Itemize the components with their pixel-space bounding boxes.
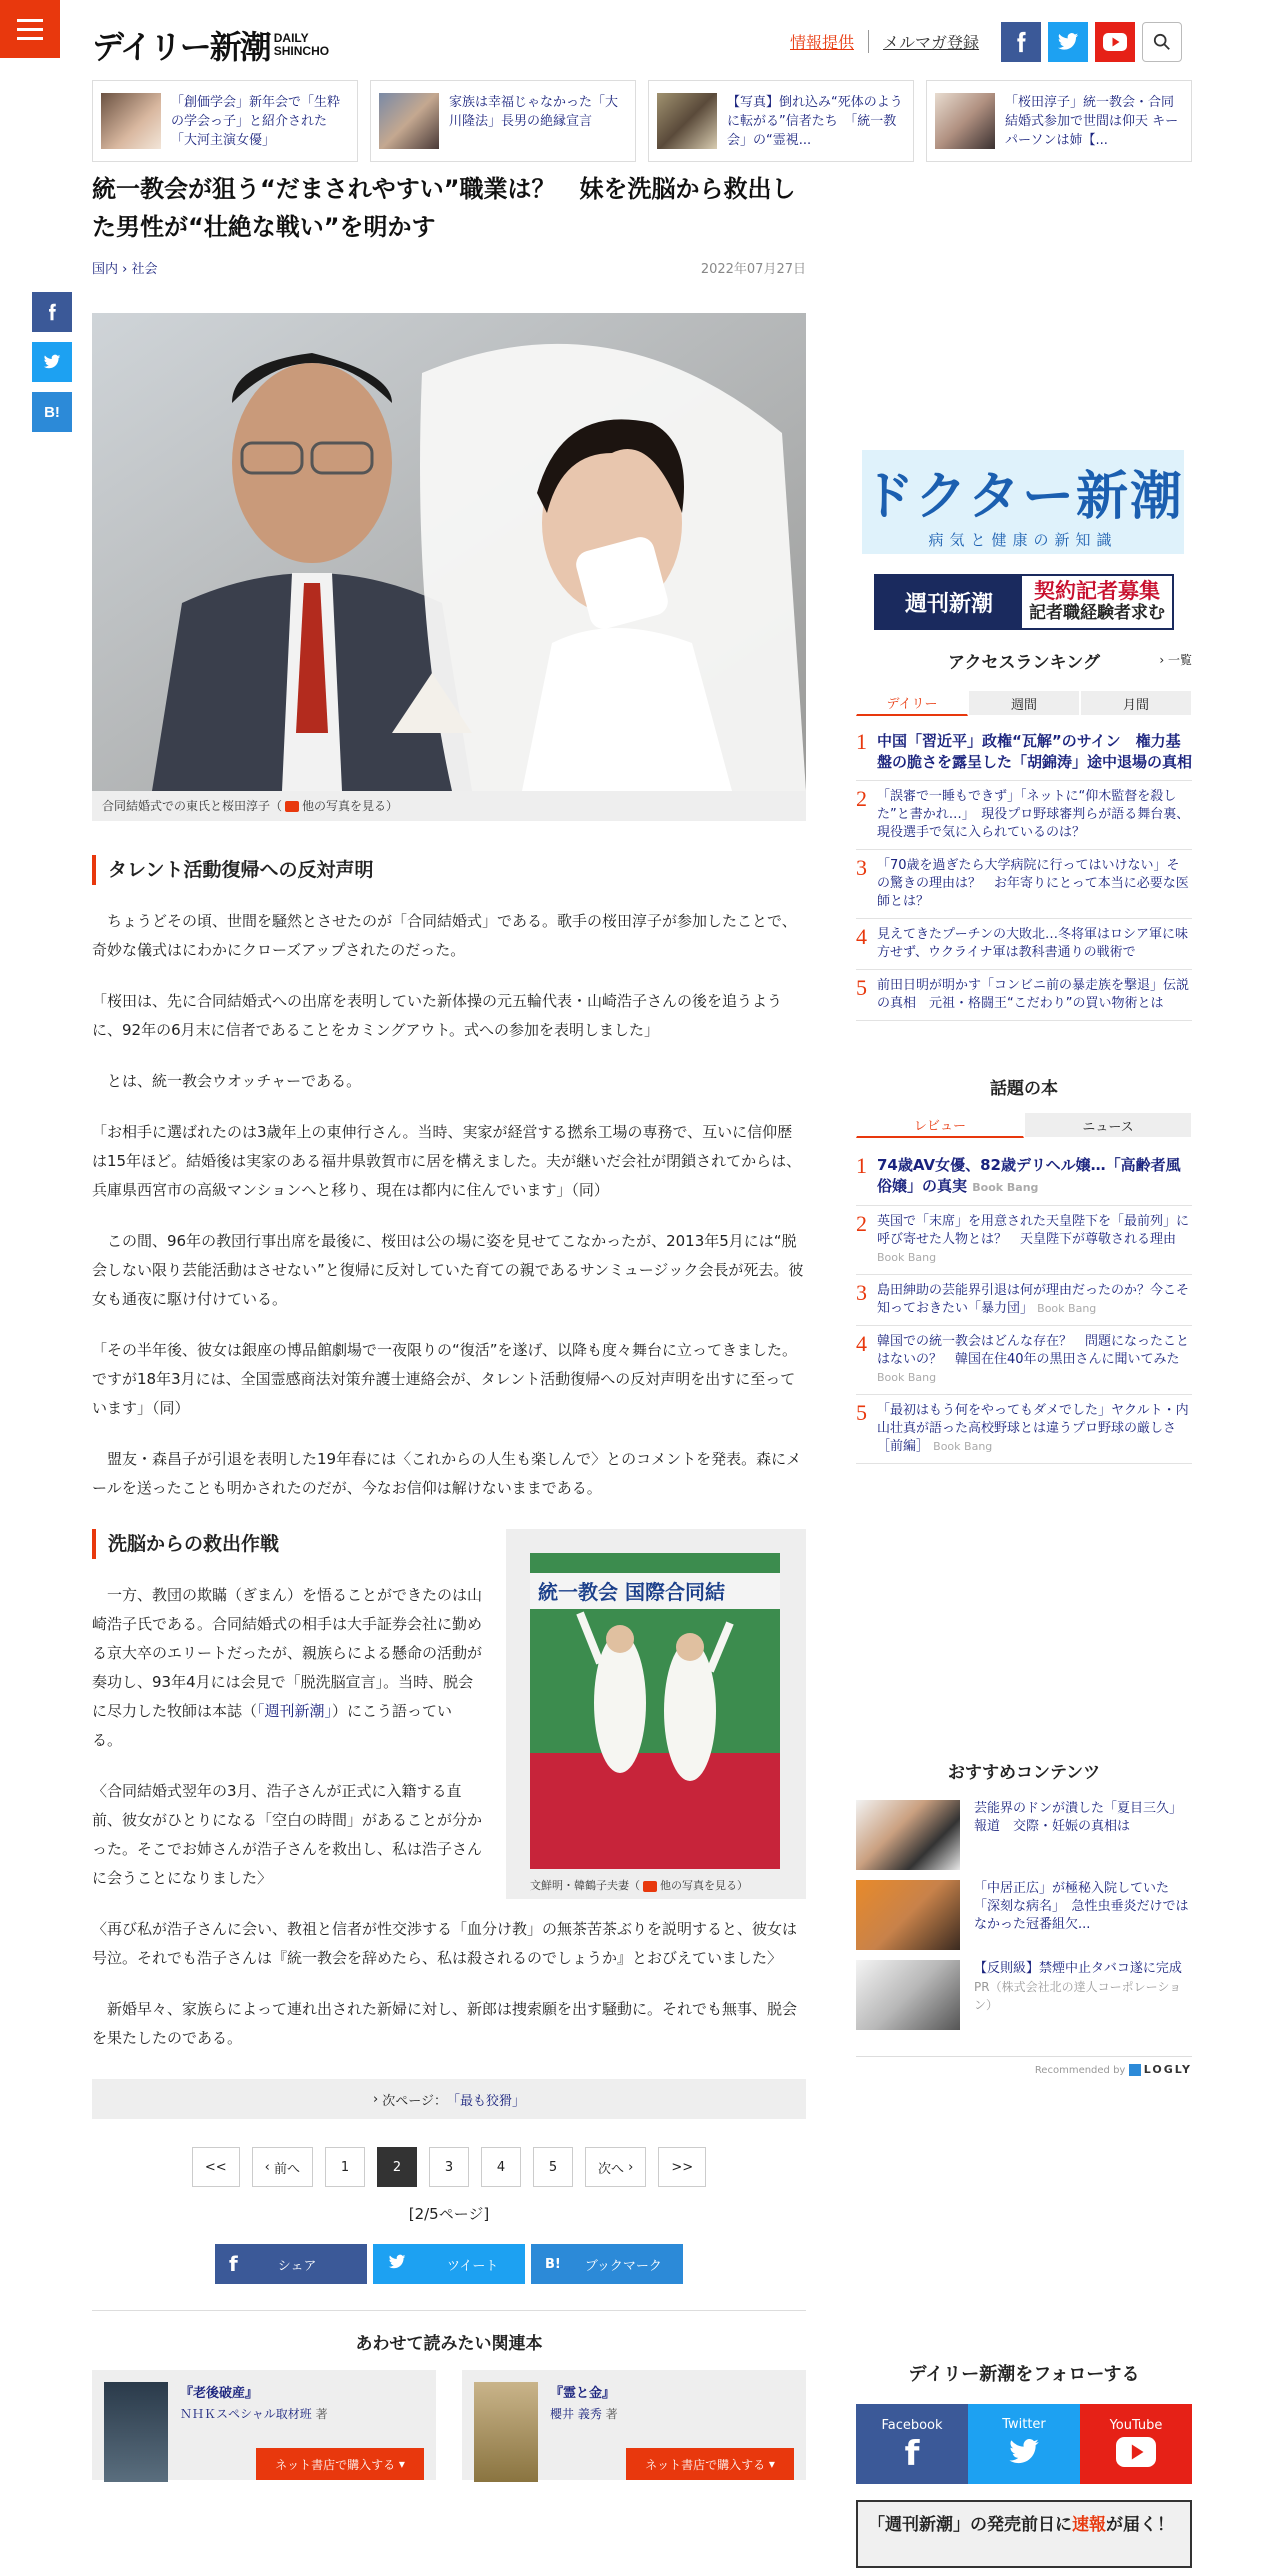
first-page-button[interactable]: <<	[192, 2147, 240, 2187]
paragraph: この間、96年の教団行事出席を最後に、桜田は公の場に姿を見せてこなかったが、2013年5月には“脱会しない限り芸能活動はさせない”と復帰に反対していた育ての親であるサンミュージック会長が死去。彼女も通夜に駆け付けている。	[92, 1232, 804, 1308]
news-thumbnail	[379, 93, 439, 149]
book-rank-item[interactable]: 3 島田紳助の芸能界引退は何が理由だったのか？今こそ知っておきたい「暴力団」 Book Bang	[856, 1275, 1192, 1326]
paragraph: 新婚早々、家族らによって連れ出された新婦に対し、新郎は捜索願を出す騒動に。それでも無事、脱会を果たしたのである。	[92, 2000, 798, 2047]
search-icon[interactable]	[1142, 22, 1182, 62]
chevron-right-icon: ›	[624, 2159, 634, 2175]
news-title: 家族は幸福じゃなかった「大川隆法」長男の絶縁宣言	[449, 94, 619, 129]
recommended-item[interactable]: 「中居正広」が極秘入院していた「深刻な病名」 急性虫垂炎だけではなかった冠番組欠...	[856, 1880, 1192, 1950]
banner-subtitle: 病気と健康の新知識	[928, 531, 1118, 549]
recommended-thumbnail	[856, 1880, 960, 1950]
inline-photo-caption: 文鮮明・韓鶴子夫妻（ 他の写真を見る）	[530, 1879, 748, 1892]
tab-weekly[interactable]: 週間	[968, 690, 1080, 716]
more-photos-link[interactable]: 他の写真を見る）	[660, 1879, 748, 1892]
banner-left: 週刊新潮	[876, 576, 1022, 628]
next-page-button[interactable]: 次へ ›	[585, 2147, 646, 2187]
section-heading: 洗脳からの救出作戦	[92, 1529, 806, 1559]
news-title: 【写真】倒れ込み“死体のように転がる”信者たち 「統一教会」の“霊視...	[727, 94, 903, 148]
top-news-item[interactable]	[370, 80, 636, 162]
banner-right-1: 契約記者募集	[1034, 578, 1160, 603]
hero-photo[interactable]	[92, 313, 806, 791]
next-page-link[interactable]: 「最も狡猾」	[447, 2093, 526, 2109]
next-page-bar[interactable]: › 次ページ： 「最も狡猾」	[92, 2079, 806, 2119]
news-thumbnail	[101, 93, 161, 149]
chevron-right-icon: ›	[372, 2091, 383, 2107]
info-provide-link[interactable]: 情報提供	[790, 33, 855, 52]
book-rank-item[interactable]: 5 「最初はもう何をやってもダメでした」ヤクルト・内山壮真が語った高校野球とは違うプロ野球の厳しさ［前編］ Book Bang	[856, 1395, 1192, 1464]
caret-down-icon: ▾	[768, 2457, 775, 2471]
paragraph: 「その半年後、彼女は銀座の博品館劇場で一夜限りの“復活”を遂げ、以降も度々舞台に立ってきました。ですが18年3月には、全国霊感商法対策弁護士連絡会が、タレント活動復帰への反対声明を出すに至っています」（同）	[92, 1341, 797, 1417]
breadcrumb-society[interactable]: 社会	[131, 262, 158, 277]
paragraph: 盟友・森昌子が引退を表明した19年春には〈これからの人生も楽しんで〉とのコメントを発表。森にメールを送ったことも明かされたのだが、今なお信仰は解けないままである。	[92, 1450, 802, 1497]
page-count: [2/5ページ]	[408, 2205, 490, 2223]
page-2-button[interactable]: 2	[377, 2147, 417, 2187]
shukan-shincho-link[interactable]: 「週刊新潮」	[257, 1702, 333, 1720]
tab-news[interactable]: ニュース	[1024, 1112, 1192, 1138]
tab-daily[interactable]: デイリー	[856, 690, 968, 716]
page-1-button[interactable]: 1	[325, 2147, 365, 2187]
recommended-thumbnail	[856, 1960, 960, 2030]
paragraph: 一方、教団の欺瞞（ぎまん）を悟ることができたのは山崎浩子氏である。合同結婚式の相手は大手証券会社に勤める京大卒のエリートだったが、親族らによる懸命の活動が奏功し、93年4月には会見で「脱洗脳宣言」。当時、脱会に尽力した牧師は本誌（「週刊新潮」）にこう語っている。	[92, 1586, 483, 1749]
news-thumbnail	[935, 93, 995, 149]
facebook-icon: f	[229, 2252, 238, 2276]
breadcrumb	[92, 258, 158, 277]
recommended-thumbnail	[856, 1800, 960, 1870]
news-title: 「創価学会」新年会で「生粋の学会っ子」と紹介された「大河主演女優」	[171, 94, 341, 148]
book-author: 櫻井 義秀 著	[550, 2407, 618, 2421]
mail-signup-box[interactable]: 「週刊新潮」の発売前日に速報が届く！	[856, 2500, 1192, 2568]
top-news-item[interactable]	[648, 80, 914, 162]
ranking-all-link[interactable]: › 一覧	[1159, 653, 1192, 667]
follow-title: デイリー新潮をフォローする	[908, 2364, 1140, 2385]
ranking-title: アクセスランキング	[948, 653, 1100, 673]
follow-facebook-button[interactable]: Facebook f	[856, 2404, 968, 2484]
youtube-icon[interactable]	[1095, 22, 1135, 62]
logo-en: DAILY SHINCHO	[273, 31, 330, 58]
chevron-left-icon: ‹	[264, 2159, 274, 2175]
facebook-share-button[interactable]: f シェア	[215, 2244, 367, 2284]
recommended-item[interactable]: 【反則級】禁煙中止タバコ遂に完成 PR（株式会社北の達人コーポレーション）	[856, 1960, 1192, 2030]
page-4-button[interactable]: 4	[481, 2147, 521, 2187]
twitter-share-icon[interactable]	[32, 342, 72, 382]
recommended-title: おすすめコンテンツ	[947, 1763, 1101, 1783]
prev-page-button[interactable]: ‹ 前へ	[252, 2147, 313, 2187]
related-book[interactable]	[462, 2370, 806, 2480]
camera-icon	[285, 801, 299, 812]
twitter-icon	[1006, 2436, 1042, 2472]
article-date: 2022年07月27日	[700, 262, 806, 277]
news-thumbnail	[657, 93, 717, 149]
last-page-button[interactable]: >>	[658, 2147, 706, 2187]
hatena-bookmark-button[interactable]: B! ブックマーク	[531, 2244, 683, 2284]
follow-youtube-button[interactable]: YouTube	[1080, 2404, 1192, 2484]
pagination	[92, 2147, 806, 2187]
caret-down-icon: ▾	[398, 2457, 405, 2471]
page-5-button[interactable]: 5	[533, 2147, 573, 2187]
follow-twitter-button[interactable]: Twitter	[968, 2404, 1080, 2484]
book-cover	[104, 2382, 168, 2482]
top-news-item[interactable]	[92, 80, 358, 162]
ranking-item[interactable]: 2 「誤審で一睡もできず」「ネットに“仰木監督を殺した”と書かれ…」 現役プロ野球審判らが語る舞台裏、現役選手で気に入られているのは？	[856, 781, 1192, 850]
book-rank-item[interactable]: 1 74歳AV女優、82歳デリヘル嬢…「高齢者風俗嬢」の真実 Book Bang	[856, 1148, 1192, 1206]
book-title: 『老後破産』	[180, 2386, 259, 2401]
hatena-bookmark-icon: B!	[545, 2256, 561, 2272]
tab-review[interactable]: レビュー	[856, 1112, 1024, 1138]
book-author: ＮＨＫスペシャル取材班 著	[180, 2407, 328, 2421]
site-logo[interactable]	[92, 22, 329, 68]
facebook-icon: f	[904, 2433, 920, 2474]
book-cover	[474, 2382, 538, 2482]
top-news-item[interactable]	[926, 80, 1192, 162]
doctor-shincho-banner[interactable]	[862, 450, 1184, 554]
paragraph: とは、統一教会ウオッチャーである。	[92, 1072, 362, 1090]
article-title: 統一教会が狙う“だまされやすい”職業は？ 妹を洗脳から救出した男性が“壮絶な戦い”を明かす	[92, 175, 796, 241]
chevron-right-icon: ›	[122, 262, 132, 277]
ranking-item[interactable]: 1 中国「習近平」政権“瓦解”のサイン 権力基盤の脆さを露呈した「胡錦涛」途中退場の真相	[856, 724, 1192, 781]
section-heading: タレント活動復帰への反対声明	[92, 855, 806, 885]
mailmag-link[interactable]: メルマガ登録	[868, 30, 979, 53]
buy-online-button[interactable]: ネット書店で購入する ▾	[256, 2448, 424, 2480]
twitter-share-button[interactable]: ツイート	[373, 2244, 525, 2284]
banner-title: ドクター新潮	[862, 467, 1184, 527]
buy-online-button[interactable]: ネット書店で購入する ▾	[626, 2448, 794, 2480]
paragraph: ちょうどその頃、世間を騒然とさせたのが「合同結婚式」である。歌手の桜田淳子が参加したことで、奇妙な儀式はにわかにクローズアップされたのだった。	[92, 912, 797, 959]
twitter-icon	[387, 2253, 407, 2275]
page-3-button[interactable]: 3	[429, 2147, 469, 2187]
paragraph: 「桜田は、先に合同結婚式への出席を表明していた新体操の元五輪代表・山崎浩子さんの後を追うように、92年の6月末に信者であることをカミングアウト。式への参加を表明しました」	[92, 992, 783, 1039]
camera-icon	[643, 1881, 657, 1892]
more-photos-link[interactable]: 他の写真を見る）	[302, 799, 399, 813]
hamburger-menu-button[interactable]	[0, 0, 60, 58]
ranking-item[interactable]: 5 前田日明が明かす「コンビニ前の暴走族を撃退」伝説の真相 元祖・格闘王“こだわり”の買い物術とは	[856, 970, 1192, 1021]
book-rank-item[interactable]: 2 英国で「末席」を用意された天皇陛下を「最前列」に呼び寄せた人物とは？ 天皇陛下が尊敬される理由 Book Bang	[856, 1206, 1192, 1275]
banner-text: 統一教会 国際合同結	[538, 1580, 725, 1604]
book-title: 『霊と金』	[550, 2386, 616, 2401]
book-rank-item[interactable]: 4 韓国での統一教会はどんな存在？ 問題になったことはないの？ 韓国在住40年の黒田さんに聞いてみた Book Bang	[856, 1326, 1192, 1395]
facebook-icon[interactable]	[1001, 22, 1041, 62]
books-section-title: 話題の本	[990, 1079, 1058, 1099]
related-book[interactable]	[92, 2370, 436, 2480]
paragraph: 〈再び私が浩子さんに会い、教祖と信者が性交渉する「血分け教」の無茶苦茶ぶりを説明すると、彼女は号泣。それでも浩子さんは『統一教会を辞めたら、私は殺されるのでしょうか』とおびえていました〉	[92, 1920, 798, 1967]
tab-monthly[interactable]: 月間	[1080, 690, 1192, 716]
news-title: 「桜田淳子」統一教会・合同結婚式参加で世間は仰天 キーパーソンは姉【...	[1005, 94, 1179, 148]
pr-label: PR（株式会社北の達人コーポレーション）	[974, 1980, 1182, 2012]
inline-photo[interactable]	[506, 1529, 806, 1899]
breadcrumb-domestic[interactable]: 国内	[92, 262, 119, 277]
facebook-share-icon[interactable]	[32, 292, 72, 332]
paragraph: 「お相手に選ばれたのは3歳年上の東伸行さん。当時、実家が経営する撚糸工場の専務で、互いに信仰歴は15年ほど。結婚後は実家のある福井県敦賀市に居を構えました。夫が継いだ会社が閉鎖されてからは、兵庫県西宮市の高級マンションへと移り、現在は都内に住んでいます」（同）	[92, 1123, 802, 1199]
ranking-item[interactable]: 4 見えてきたプーチンの大敗北…冬将軍はロシア軍に味方せず、ウクライナ軍は教科書通りの戦術で	[856, 919, 1192, 970]
related-books-title: あわせて読みたい関連本	[92, 2310, 806, 2354]
youtube-icon	[1116, 2437, 1156, 2471]
wedding-ceremony-photo	[530, 1553, 780, 1869]
hatena-bookmark-icon[interactable]: B!	[32, 392, 72, 432]
twitter-icon[interactable]	[1048, 22, 1088, 62]
ranking-item[interactable]: 3 「70歳を過ぎたら大学病院に行ってはいけない」その驚きの理由は？ お年寄りにとって本当に必要な医師とは？	[856, 850, 1192, 919]
recommended-item[interactable]: 芸能界のドンが潰した「夏目三久」報道 交際・妊娠の真相は	[856, 1800, 1192, 1870]
logo-text: デイリー新潮	[92, 28, 270, 66]
banner-right-2: 記者職経験者求む	[1029, 603, 1165, 623]
hero-caption: 合同結婚式での東氏と桜田淳子（ 他の写真を見る）	[92, 791, 806, 821]
recruit-banner[interactable]	[874, 574, 1174, 630]
logly-credit: Recommended by LOGLY	[856, 2056, 1192, 2076]
logly-icon	[1129, 2064, 1141, 2076]
chevron-right-icon: ›	[1159, 653, 1168, 667]
paragraph: 〈合同結婚式翌年の3月、浩子さんが正式に入籍する直前、彼女がひとりになる「空白の時間」があることが分かった。そこでお姉さんが浩子さんを救出し、私は浩子さんに会うことになりました〉	[92, 1782, 483, 1887]
